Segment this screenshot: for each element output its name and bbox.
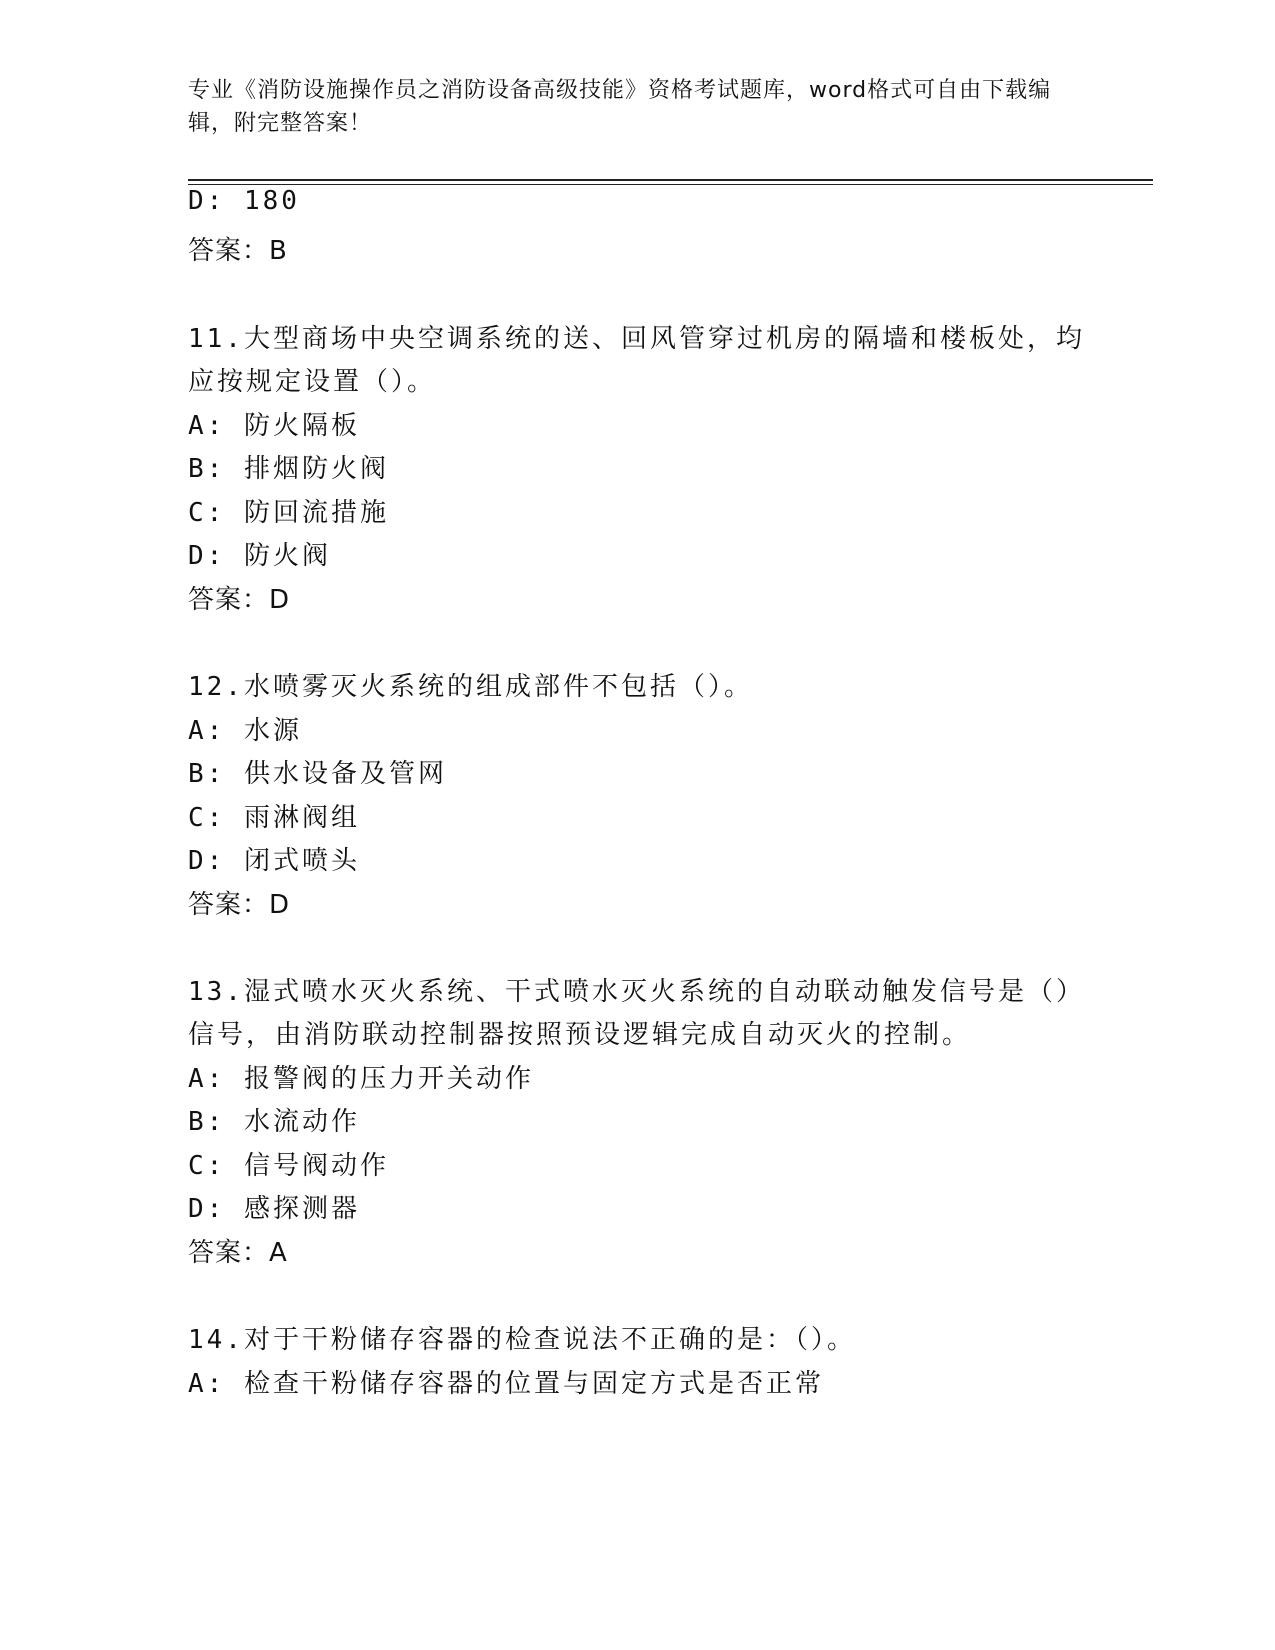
answer: 答案：D [188, 585, 291, 615]
page-header: 专业《消防设施操作员之消防设备高级技能》资格考试题库，word格式可自由下载编辑，附完整答案！ [188, 78, 1052, 136]
question-stem: 13.湿式喷水灭火系统、干式喷水灭火系统的自动联动触发信号是（） [188, 977, 1085, 1007]
answer: 答案：D [188, 890, 291, 920]
option-d: D: 感探测器 [188, 1194, 360, 1224]
question-stem: 14.对于干粉储存容器的检查说法不正确的是：（）。 [188, 1325, 856, 1355]
header-divider-thin [188, 184, 1153, 185]
option-c: C: 防回流措施 [188, 498, 389, 528]
option-c: C: 信号阀动作 [188, 1151, 389, 1181]
answer: 答案：A [188, 1238, 288, 1268]
option-d: D: 防火阀 [188, 541, 331, 571]
option-b: B: 水流动作 [188, 1107, 360, 1137]
question-stem: 12.水喷雾灭火系统的组成部件不包括（）。 [188, 672, 753, 702]
question-stem-cont: 应按规定设置（）。 [188, 367, 437, 397]
question-stem-cont: 信号，由消防联动控制器按照预设逻辑完成自动灭火的控制。 [188, 1020, 972, 1050]
header-divider [188, 179, 1153, 181]
answer: 答案：B [188, 236, 288, 266]
option-c: C: 雨淋阀组 [188, 803, 360, 833]
option-a: A: 防火隔板 [188, 411, 360, 441]
option-a: A: 检查干粉储存容器的位置与固定方式是否正常 [188, 1369, 824, 1399]
option-d: D: 闭式喷头 [188, 846, 360, 876]
option-a: A: 水源 [188, 716, 302, 746]
option-b: B: 排烟防火阀 [188, 454, 389, 484]
option-b: B: 供水设备及管网 [188, 759, 447, 789]
question-stem: 11.大型商场中央空调系统的送、回风管穿过机房的隔墙和楼板处，均 [188, 324, 1085, 354]
option-a: A: 报警阀的压力开关动作 [188, 1064, 534, 1094]
option-d: D: 180 [188, 186, 300, 216]
